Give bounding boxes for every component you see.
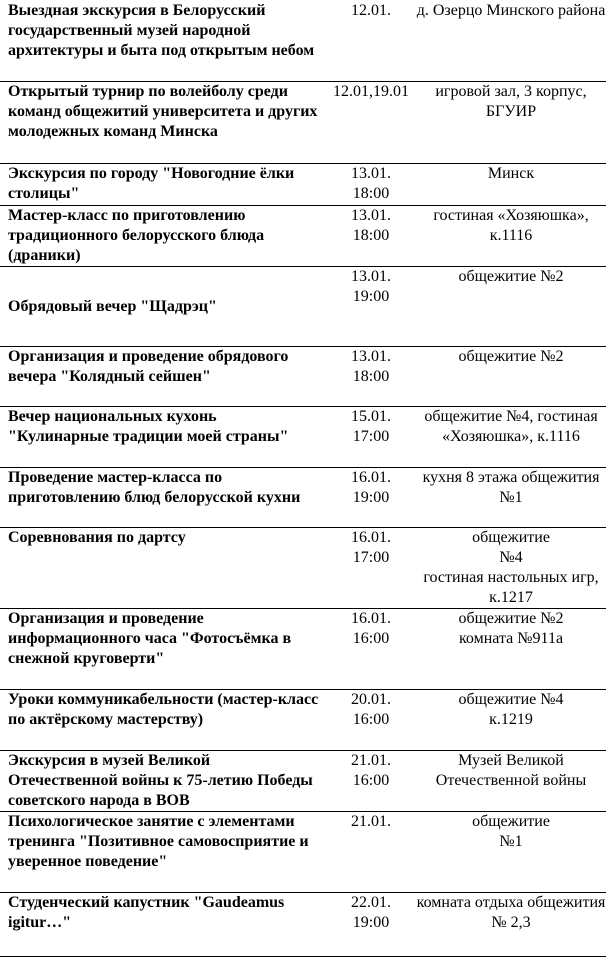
event-cell: Проведение мастер-класса по приготовлению блюд белорусской кухни (0, 468, 326, 528)
event-cell: Уроки коммуникабельности (мастер-класс по актёрскому мастерству) (0, 690, 326, 751)
place-cell: общежитие №4 гостиная настольных игр, к.1217 (416, 528, 606, 609)
event-cell: Вечер национальных кухонь "Кулинарные традиции моей страны" (0, 407, 326, 468)
place-cell: общежитие №2 (416, 267, 606, 347)
date-cell: 16.01. 17:00 (326, 528, 416, 609)
event-cell: Мастер-класс по приготовлению традиционного белорусского блюда (драники) (0, 206, 326, 267)
place-cell: общежитие №4 к.1219 (416, 690, 606, 751)
date-cell: 20.01. 16:00 (326, 690, 416, 751)
place-cell: общежитие №4, гостиная «Хозяюшка», к.1116 (416, 407, 606, 468)
table-row (0, 206, 606, 267)
date-cell: 13.01. 19:00 (326, 267, 416, 347)
table-row (0, 528, 606, 609)
date-cell: 12.01. (326, 1, 416, 82)
date-cell: 16.01. 19:00 (326, 468, 416, 528)
date-cell: 22.01. 19:00 (326, 893, 416, 957)
table-row (0, 893, 606, 957)
date-cell: 13.01. 18:00 (326, 164, 416, 206)
table-row (0, 812, 606, 893)
date-cell: 13.01. 18:00 (326, 206, 416, 267)
table-row (0, 609, 606, 690)
date-cell: 21.01. 16:00 (326, 751, 416, 812)
event-cell: Психологическое занятие с элементами тренинга "Позитивное самовосприятие и уверенное поведение" (0, 812, 326, 893)
event-cell: Студенческий капустник "Gaudeamus igitur…" (0, 893, 326, 957)
table-row (0, 164, 606, 206)
table-row (0, 347, 606, 407)
date-cell: 21.01. (326, 812, 416, 893)
event-cell: Организация и проведение информационного часа "Фотосъёмка в снежной круговерти" (0, 609, 326, 690)
event-cell: Выездная экскурсия в Белорусский государственный музей народной архитектуры и быта под открытым небом (0, 1, 326, 82)
date-cell: 13.01. 18:00 (326, 347, 416, 407)
place-cell: общежитие №1 (416, 812, 606, 893)
table-row (0, 267, 606, 347)
table-row (0, 82, 606, 164)
table-row (0, 751, 606, 812)
place-cell: Минск (416, 164, 606, 206)
table-row (0, 690, 606, 751)
place-cell: общежитие №2 (416, 347, 606, 407)
table-row (0, 1, 606, 82)
date-cell: 12.01,19.01 (326, 82, 416, 164)
place-cell: игровой зал, 3 корпус, БГУИР (416, 82, 606, 164)
table-row (0, 407, 606, 468)
place-cell: Музей Великой Отечественной войны (416, 751, 606, 812)
place-cell: комната отдыха общежития № 2,3 (416, 893, 606, 957)
event-cell: Экскурсия по городу "Новогодние ёлки столицы" (0, 164, 326, 206)
place-cell: гостиная «Хозяюшка», к.1116 (416, 206, 606, 267)
place-cell: общежитие №2 комната №911а (416, 609, 606, 690)
table-row (0, 468, 606, 528)
event-cell: Открытый турнир по волейболу среди команд общежитий университета и других молодежных команд Минска (0, 82, 326, 164)
event-cell: Соревнования по дартсу (0, 528, 326, 609)
event-cell: Обрядовый вечер "Щадрэц" (0, 267, 326, 347)
event-cell: Организация и проведение обрядового вечера "Колядный сейшен" (0, 347, 326, 407)
date-cell: 15.01. 17:00 (326, 407, 416, 468)
place-cell: кухня 8 этажа общежития №1 (416, 468, 606, 528)
event-cell: Экскурсия в музей Великой Отечественной войны к 75-летию Победы советского народа в ВОВ (0, 751, 326, 812)
place-cell: д. Озерцо Минского района (416, 1, 606, 82)
date-cell: 16.01. 16:00 (326, 609, 416, 690)
